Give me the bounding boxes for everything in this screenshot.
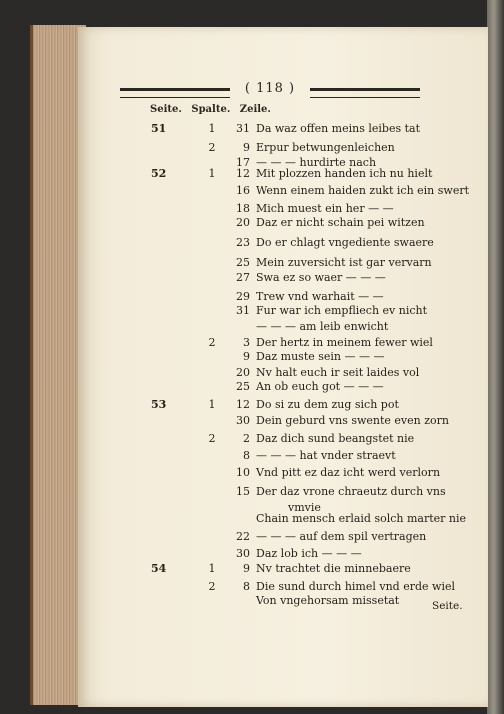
entry-text: Vnd pitt ez daz icht werd verlorn xyxy=(256,466,441,479)
entry-seite: 52 xyxy=(151,167,167,180)
entry-spalte: 2 xyxy=(208,141,216,154)
entry-zeile: 16 xyxy=(236,184,250,197)
catchword: Seite. xyxy=(432,600,463,612)
entry-text: vmvie xyxy=(288,501,321,514)
page-number: ( 118 ) xyxy=(244,81,296,96)
entry-text: Daz er nicht schain pei witzen xyxy=(256,216,425,229)
entry-zeile: 9 xyxy=(243,141,250,154)
list-item xyxy=(0,562,504,580)
entry-zeile: 2 xyxy=(243,432,250,445)
list-item xyxy=(0,184,504,202)
entry-text: Daz lob ich — — — xyxy=(256,547,362,560)
entry-zeile: 10 xyxy=(236,466,250,479)
column-header-seite: Seite. xyxy=(150,104,182,115)
entry-zeile: 3 xyxy=(243,336,250,349)
column-headers xyxy=(150,104,277,115)
entry-text: — — — am leib enwicht xyxy=(256,320,389,333)
entry-spalte: 1 xyxy=(208,122,216,135)
entry-text: Nv halt euch ir seit laides vol xyxy=(256,366,420,379)
entry-text: Mein zuversicht ist gar vervarn xyxy=(256,256,432,269)
entry-text: Chain mensch erlaid solch marter nie xyxy=(256,512,467,525)
entry-text: Erpur betwungenleichen xyxy=(256,141,395,154)
list-item xyxy=(0,216,504,234)
list-item xyxy=(0,122,504,140)
list-item xyxy=(0,167,504,185)
entry-zeile: 20 xyxy=(236,366,250,379)
list-item xyxy=(0,414,504,432)
entry-text: Der daz vrone chraeutz durch vns xyxy=(256,485,446,498)
entry-zeile: 20 xyxy=(236,216,250,229)
entry-text: Wenn einem haiden zukt ich ein swert xyxy=(256,184,470,197)
entry-seite: 53 xyxy=(151,398,167,411)
entry-zeile: 29 xyxy=(236,290,250,303)
entry-seite: 54 xyxy=(151,562,167,575)
entry-spalte: 2 xyxy=(208,580,216,593)
entry-zeile: 8 xyxy=(243,449,250,462)
entry-text: Daz muste sein — — — xyxy=(256,350,385,363)
entry-spalte: 1 xyxy=(208,167,216,180)
entry-zeile: 12 xyxy=(236,167,250,180)
entry-text: Mit plozzen handen ich nu hielt xyxy=(256,167,433,180)
entry-text: An ob euch got — — — xyxy=(256,380,384,393)
entry-zeile: 9 xyxy=(243,562,250,575)
entry-zeile: 31 xyxy=(236,122,250,135)
entry-seite: 51 xyxy=(151,122,167,135)
entry-text: — — — hurdirte nach xyxy=(256,156,377,169)
list-item xyxy=(0,512,504,530)
entry-zeile: 9 xyxy=(243,350,250,363)
entry-text: Fur war ich empfliech ev nicht xyxy=(256,304,428,317)
entry-zeile: 27 xyxy=(236,271,250,284)
entry-spalte: 1 xyxy=(208,398,216,411)
entry-spalte: 1 xyxy=(208,562,216,575)
column-header-zeile: Zeile. xyxy=(239,104,271,115)
entry-zeile: 25 xyxy=(236,380,250,393)
entry-text: Trew vnd warhait — — xyxy=(256,290,384,303)
column-header-spalte: Spalte. xyxy=(191,104,231,115)
entry-text: Do si zu dem zug sich pot xyxy=(256,398,399,411)
entry-zeile: 30 xyxy=(236,414,250,427)
entry-text: Da waz offen meins leibes tat xyxy=(256,122,420,135)
list-item xyxy=(0,432,504,450)
entry-zeile: 12 xyxy=(236,398,250,411)
list-item xyxy=(0,271,504,289)
list-item xyxy=(0,594,504,612)
page-header xyxy=(120,81,420,99)
list-item xyxy=(0,380,504,398)
entry-text: Dein geburd vns swente even zorn xyxy=(256,414,449,427)
entry-text: Mich muest ein her — — xyxy=(256,202,394,215)
header-rule-right xyxy=(310,88,420,98)
entry-text: Von vngehorsam missetat xyxy=(256,594,400,607)
entry-text: Swa ez so waer — — — xyxy=(256,271,386,284)
entry-text: Daz dich sund beangstet nie xyxy=(256,432,415,445)
entry-text: Do er chlagt vngediente swaere xyxy=(256,236,434,249)
entry-zeile: 23 xyxy=(236,236,250,249)
entry-zeile: 8 xyxy=(243,580,250,593)
entry-text: — — — auf dem spil vertragen xyxy=(256,530,427,543)
list-item xyxy=(0,530,504,548)
entry-zeile: 15 xyxy=(236,485,250,498)
list-item xyxy=(0,236,504,254)
entry-zeile: 31 xyxy=(236,304,250,317)
entry-zeile: 25 xyxy=(236,256,250,269)
list-item xyxy=(0,466,504,484)
entry-spalte: 2 xyxy=(208,336,216,349)
entry-text: Nv trachtet die minnebaere xyxy=(256,562,411,575)
entry-text: Der hertz in meinem fewer wiel xyxy=(256,336,433,349)
entry-zeile: 18 xyxy=(236,202,250,215)
entry-text: — — — hat vnder straevt xyxy=(256,449,396,462)
entry-zeile: 17 xyxy=(236,156,250,169)
entry-zeile: 22 xyxy=(236,530,250,543)
entry-zeile: 30 xyxy=(236,547,250,560)
entry-text: Die sund durch himel vnd erde wiel xyxy=(256,580,455,593)
list-item xyxy=(0,449,504,467)
entry-spalte: 2 xyxy=(208,432,216,445)
